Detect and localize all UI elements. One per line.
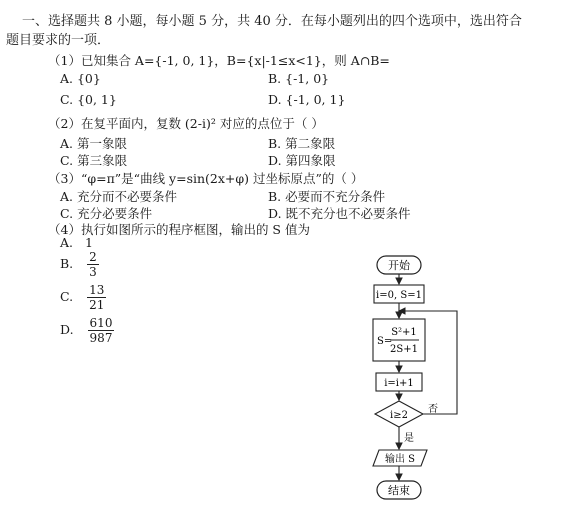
option-b-letter: B. — [60, 256, 74, 271]
option-d-denominator: 987 — [89, 331, 113, 345]
option-c-letter: C. — [60, 289, 74, 304]
question-2-option-d: D. 第四象限 — [268, 153, 336, 168]
question-3-option-a: A. 充分而不必要条件 — [60, 189, 177, 204]
option-d-letter: D. — [60, 322, 74, 337]
question-3-option-b: B. 必要而不充分条件 — [268, 189, 386, 204]
question-1-option-b: B. {-1, 0} — [268, 71, 330, 86]
section-instructions-line2: 题目要求的一项． — [6, 33, 111, 48]
option-c-denominator: 21 — [89, 298, 105, 312]
question-3-option-c: C. 充分必要条件 — [60, 206, 153, 221]
flowchart-end-label: 结束 — [388, 484, 410, 497]
flowchart-no-label: 否 — [428, 404, 438, 415]
question-1-option-a: A. {0} — [60, 71, 101, 86]
question-2-option-b: B. 第二象限 — [268, 136, 336, 151]
flowchart-output-label: 输出 S — [384, 454, 416, 465]
flowchart-increment-label: i=i+1 — [384, 378, 414, 389]
option-c-numerator: 13 — [89, 283, 105, 297]
option-d-numerator: 610 — [89, 316, 113, 330]
flowchart-yes-label: 是 — [404, 433, 414, 444]
option-b-denominator: 3 — [89, 265, 97, 279]
option-a-value: 1 — [85, 235, 93, 250]
question-3-option-d: D. 既不充分也不必要条件 — [268, 206, 411, 221]
flowchart-decision-label: i≥2 — [390, 410, 408, 421]
question-2-option-a: A. 第一象限 — [60, 136, 127, 151]
flowchart-assign-denominator: 2S+1 — [390, 344, 418, 355]
flowchart-start-label: 开始 — [388, 259, 410, 272]
question-4-stem: （4）执行如图所示的程序框图，输出的 S 值为 — [48, 222, 310, 237]
flowchart-assign-numerator: S²+1 — [391, 327, 417, 338]
option-a-letter: A. — [60, 235, 74, 250]
question-3-stem: （3）“φ=π”是“曲线 y=sin(2x+φ) 过坐标原点”的（ ） — [48, 171, 364, 186]
flowchart-assign-lhs: S= — [377, 336, 393, 347]
question-2-option-c: C. 第三象限 — [60, 153, 128, 168]
section-instructions-line1: 一、选择题共 8 小题，每小题 5 分，共 40 分．在每小题列出的四个选项中，选出符合 — [22, 14, 522, 29]
question-2-stem: （2）在复平面内，复数 (2-i)² 对应的点位于（ ） — [48, 116, 324, 131]
question-1-option-c: C. {0, 1} — [60, 92, 117, 107]
question-1-option-d: D. {-1, 0, 1} — [268, 92, 346, 107]
flowchart-init-label: i=0, S=1 — [376, 290, 422, 301]
option-b-numerator: 2 — [89, 250, 97, 264]
question-1-stem: （1）已知集合 A={-1, 0, 1}，B={x|-1≤x<1}，则 A∩B= — [48, 53, 390, 68]
